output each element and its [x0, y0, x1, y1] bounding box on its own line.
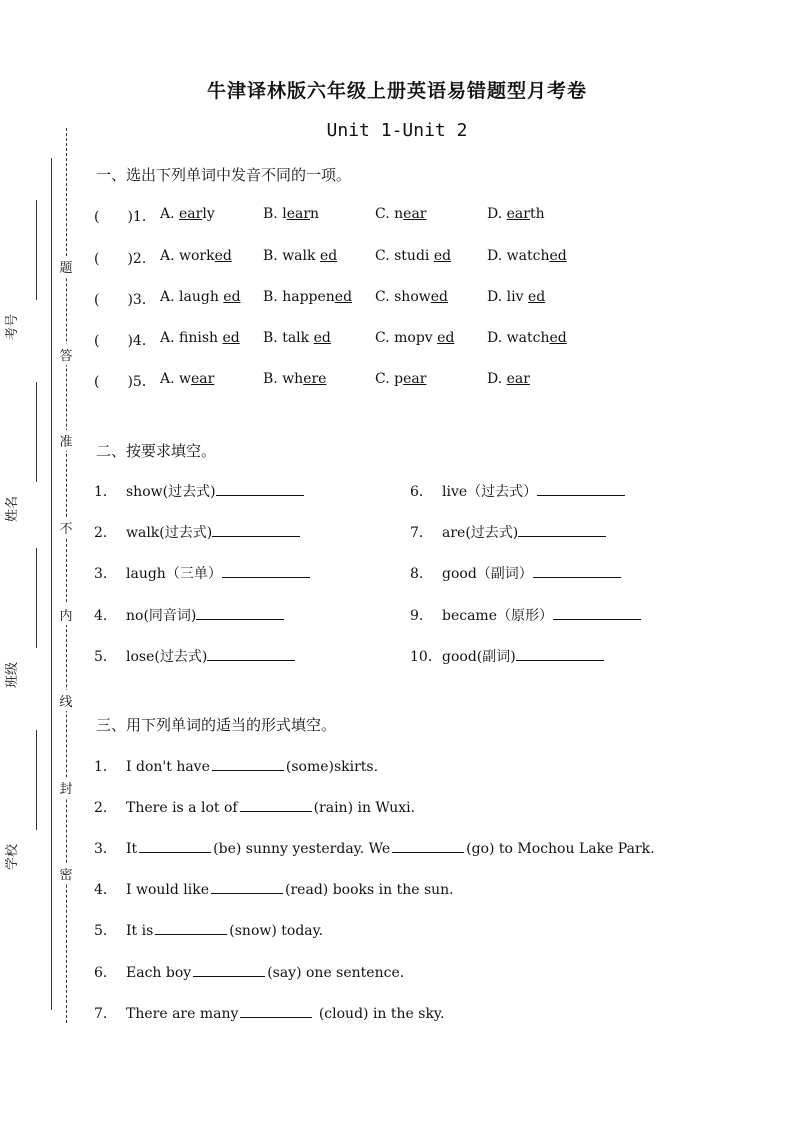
option[interactable]: [375, 371, 426, 387]
underlined-sound: ed: [527, 289, 546, 305]
option[interactable]: [263, 206, 319, 222]
fill-item: [94, 481, 304, 501]
item-number: 8．: [410, 566, 433, 582]
underlined-sound: ed: [549, 248, 567, 264]
sentence-text: (snow) today.: [229, 923, 324, 939]
option-letter: A.: [160, 248, 180, 264]
underlined-sound: ed: [549, 330, 567, 346]
sentence-item: [94, 1003, 444, 1023]
word-part: happen: [282, 289, 335, 305]
word-part: laugh: [179, 289, 224, 305]
underlined-sound: ear: [191, 371, 215, 387]
option-letter: C.: [375, 330, 395, 346]
sentence-text: (say) one sentence.: [267, 965, 405, 981]
underlined-sound: ed: [319, 248, 338, 264]
sentence-item: [94, 838, 655, 858]
underlined-sound: ear: [506, 206, 530, 222]
exam-number-label: 考号: [5, 313, 20, 340]
seal-char: 答: [58, 344, 74, 365]
fill-item: [410, 605, 641, 625]
answer-blank[interactable]: [222, 564, 310, 578]
item-prompt: show(过去式): [126, 484, 216, 500]
sentence-text: (cloud) in the sky.: [314, 1006, 445, 1022]
option[interactable]: [487, 330, 567, 346]
sentence-text: I don't have: [126, 759, 210, 775]
option-letter: C.: [375, 371, 395, 387]
underlined-sound: ed: [223, 289, 241, 305]
option-letter: A.: [160, 206, 180, 222]
item-prompt: became（原形）: [442, 608, 553, 624]
fill-item: [410, 522, 606, 542]
answer-blank[interactable]: [240, 1004, 312, 1018]
option[interactable]: [160, 206, 215, 222]
fill-item: [410, 481, 625, 501]
section2-heading: 二、按要求填空。: [96, 442, 217, 460]
answer-blank[interactable]: [516, 647, 604, 661]
item-number: 2．: [94, 800, 117, 816]
sentence-text: (be) sunny yesterday. We: [213, 841, 391, 857]
sentence-text: Each boy: [126, 965, 192, 981]
option[interactable]: [487, 248, 567, 264]
item-number: 7．: [94, 1006, 117, 1022]
class-label: 班级: [5, 661, 20, 688]
seal-char: 不: [58, 517, 74, 538]
seal-char: 内: [58, 604, 74, 625]
item-number: 4．: [94, 882, 117, 898]
option[interactable]: [160, 289, 241, 305]
sentence-text: There are many: [126, 1006, 239, 1022]
option[interactable]: [487, 289, 545, 305]
option-letter: D.: [487, 248, 507, 264]
item-number: 2．: [94, 525, 117, 541]
option-letter: B.: [263, 289, 283, 305]
option[interactable]: [375, 330, 454, 346]
item-prompt: good(副词): [442, 649, 516, 665]
word-part: n: [394, 206, 404, 222]
option-letter: C.: [375, 289, 395, 305]
seal-char: 密: [58, 863, 74, 884]
underlined-sound: ed: [433, 248, 452, 264]
underlined-sound: ear: [179, 206, 203, 222]
sentence-item: [94, 756, 378, 776]
answer-blank[interactable]: [392, 839, 464, 853]
word-part: work: [179, 248, 215, 264]
question-number: ( )1．: [94, 209, 156, 225]
fill-item: [94, 646, 295, 666]
option[interactable]: [160, 330, 240, 346]
binding-solid-line: [51, 158, 52, 1010]
question-number: ( )4．: [94, 333, 156, 349]
sentence-text: I would like: [126, 882, 210, 898]
option[interactable]: [263, 330, 331, 346]
item-number: 1．: [94, 759, 117, 775]
seal-char: 准: [58, 430, 74, 451]
class-field[interactable]: [6, 548, 46, 688]
option[interactable]: [375, 206, 426, 222]
answer-blank[interactable]: [216, 482, 304, 496]
option-letter: B.: [263, 330, 283, 346]
fill-item: [94, 605, 284, 625]
word-part: liv: [506, 289, 528, 305]
name-line: [36, 382, 37, 482]
option-letter: A.: [160, 371, 180, 387]
word-part: wh: [282, 371, 304, 387]
item-number: 3．: [94, 566, 117, 582]
item-prompt: are(过去式): [442, 525, 519, 541]
answer-blank[interactable]: [518, 523, 606, 537]
answer-blank[interactable]: [240, 798, 312, 812]
option[interactable]: [160, 248, 232, 264]
item-number: 7．: [410, 525, 433, 541]
item-prompt: walk(过去式): [126, 525, 213, 541]
item-number: 6．: [94, 965, 117, 981]
underlined-sound: ear: [286, 206, 311, 222]
item-number: 3．: [94, 841, 117, 857]
option-letter: B.: [263, 371, 283, 387]
option-letter: A.: [160, 330, 180, 346]
item-number: 9．: [410, 608, 433, 624]
underlined-sound: ear: [403, 371, 427, 387]
option-letter: D.: [487, 330, 507, 346]
item-number: 1．: [94, 484, 117, 500]
answer-blank[interactable]: [533, 564, 621, 578]
word-part: walk: [282, 248, 320, 264]
fill-item: [94, 563, 310, 583]
word-part: watch: [506, 248, 550, 264]
name-label: 姓名: [5, 495, 20, 522]
sentence-text: (some)skirts.: [285, 759, 379, 775]
option-letter: C.: [375, 248, 395, 264]
option-letter: C.: [375, 206, 395, 222]
item-number: 10．: [410, 649, 442, 665]
answer-blank[interactable]: [212, 757, 284, 771]
sentence-text: (read) books in the sun.: [285, 882, 454, 898]
item-prompt: good（副词）: [442, 566, 533, 582]
item-number: 5．: [94, 649, 117, 665]
option-letter: D.: [487, 371, 507, 387]
answer-blank[interactable]: [212, 523, 300, 537]
sentence-item: [94, 879, 454, 899]
word-part: show: [394, 289, 431, 305]
answer-blank[interactable]: [139, 839, 211, 853]
underlined-sound: ere: [303, 371, 327, 387]
option[interactable]: [375, 248, 451, 264]
word-part: watch: [506, 330, 550, 346]
item-number: 4．: [94, 608, 117, 624]
option[interactable]: [263, 248, 337, 264]
exam-number-field[interactable]: [6, 200, 46, 340]
word-part: p: [394, 371, 404, 387]
underlined-sound: ed: [222, 330, 240, 346]
school-line: [36, 730, 37, 830]
option[interactable]: [263, 371, 326, 387]
word-part: finish: [179, 330, 223, 346]
school-label: 学校: [5, 843, 20, 870]
sentence-text: (go) to Mochou Lake Park.: [466, 841, 655, 857]
underlined-sound: ed: [214, 248, 232, 264]
seal-char: 封: [58, 777, 74, 798]
answer-blank[interactable]: [211, 880, 283, 894]
option-letter: D.: [487, 206, 507, 222]
question-number: ( )3．: [94, 292, 156, 308]
answer-blank[interactable]: [155, 921, 227, 935]
underlined-sound: ed: [313, 330, 331, 346]
sentence-item: [94, 797, 415, 817]
answer-blank[interactable]: [553, 606, 641, 620]
fill-item: [410, 563, 621, 583]
item-number: 5．: [94, 923, 117, 939]
option[interactable]: [487, 206, 545, 222]
item-prompt: live（过去式）: [442, 484, 538, 500]
sentence-item: [94, 920, 323, 940]
item-prompt: lose(过去式): [126, 649, 208, 665]
sentence-item: [94, 962, 404, 982]
sentence-text: There is a lot of: [126, 800, 238, 816]
item-prompt: no(同音词): [126, 608, 197, 624]
class-line: [36, 548, 37, 648]
school-field[interactable]: [6, 730, 46, 870]
underlined-sound: ear: [403, 206, 427, 222]
word-part: ly: [202, 206, 215, 222]
section3-heading: 三、用下列单词的适当的形式填空。: [96, 716, 337, 734]
option-letter: D.: [487, 289, 507, 305]
underlined-sound: ed: [437, 330, 455, 346]
option[interactable]: [160, 371, 214, 387]
underlined-sound: ed: [334, 289, 353, 305]
answer-blank[interactable]: [196, 606, 284, 620]
option-letter: A.: [160, 289, 180, 305]
word-part: talk: [282, 330, 314, 346]
exam-number-line: [36, 200, 37, 300]
option-letter: B.: [263, 206, 283, 222]
sentence-text: It: [126, 841, 138, 857]
word-part: th: [529, 206, 545, 222]
word-part: mopv: [394, 330, 438, 346]
question-number: ( )5．: [94, 374, 156, 390]
name-field[interactable]: [6, 382, 46, 522]
seal-char: 线: [58, 690, 74, 711]
fill-item: [410, 646, 604, 666]
underlined-sound: ear: [506, 371, 530, 387]
section1-heading: 一、选出下列单词中发音不同的一项。: [96, 166, 352, 184]
answer-blank[interactable]: [207, 647, 295, 661]
underlined-sound: ed: [430, 289, 448, 305]
question-number: ( )2．: [94, 251, 156, 267]
option[interactable]: [263, 289, 352, 305]
item-prompt: laugh（三单）: [126, 566, 222, 582]
sentence-text: (rain) in Wuxi.: [313, 800, 416, 816]
option[interactable]: [375, 289, 448, 305]
fill-item: [94, 522, 300, 542]
word-part: n: [310, 206, 320, 222]
option[interactable]: [487, 371, 530, 387]
page-title: 牛津译林版六年级上册英语易错题型月考卷: [206, 80, 587, 102]
item-number: 6．: [410, 484, 433, 500]
page-subtitle: Unit 1-Unit 2: [326, 120, 468, 141]
sentence-text: It is: [126, 923, 154, 939]
answer-blank[interactable]: [537, 482, 625, 496]
word-part: l: [282, 206, 287, 222]
option-letter: B.: [263, 248, 283, 264]
word-part: studi: [394, 248, 434, 264]
seal-char: 题: [58, 256, 74, 277]
answer-blank[interactable]: [193, 963, 265, 977]
word-part: w: [179, 371, 191, 387]
